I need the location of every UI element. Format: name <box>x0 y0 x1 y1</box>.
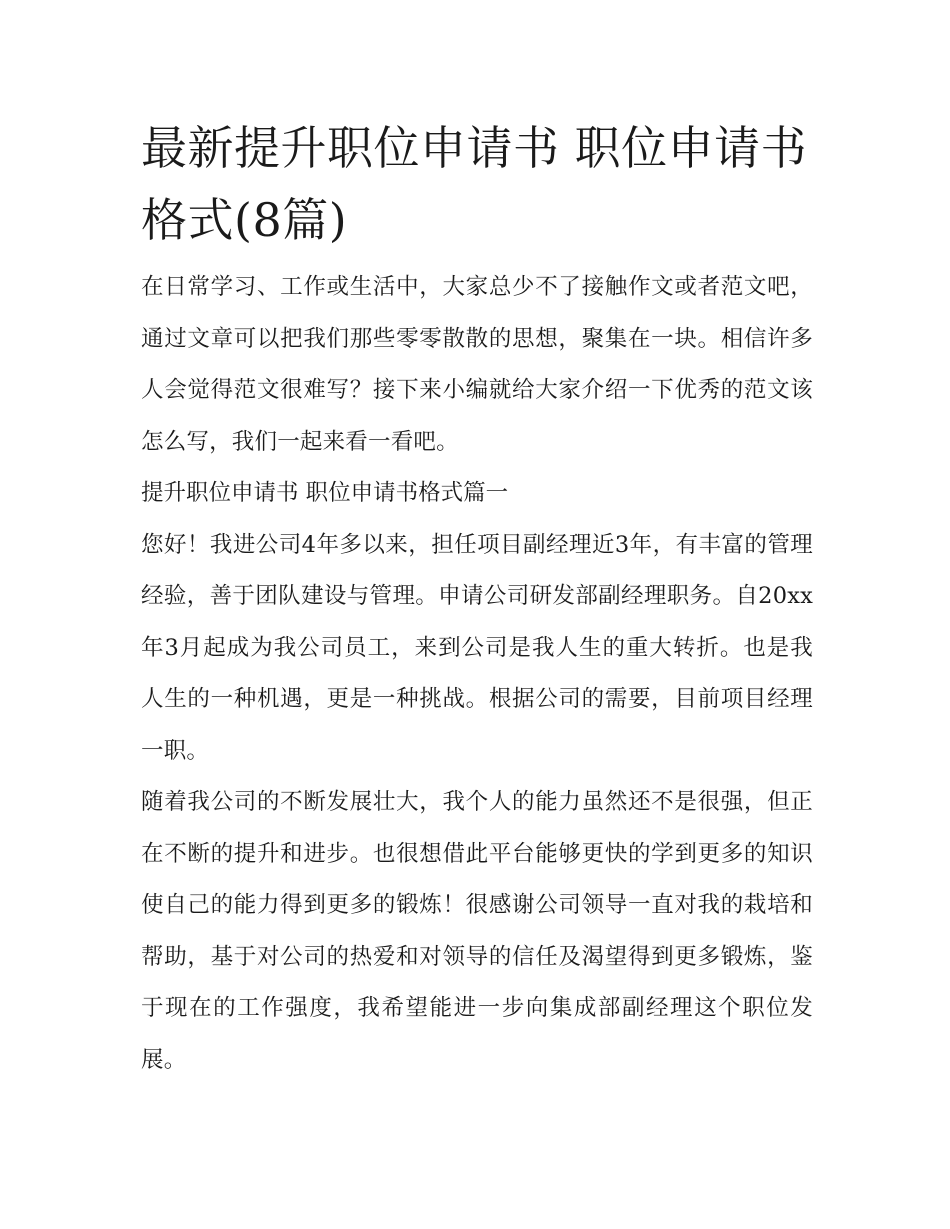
body-paragraph: 随着我公司的不断发展壮大，我个人的能力虽然还不是很强，但正在不断的提升和进步。也很想借此平台能够更快的学到更多的知识使自己的能力得到更多的锻炼！很感谢公司领导一直对我的栽培和帮助，基于对公司的热爱和对领导的信任及渴望得到更多锻炼，鉴于现在的工作强度，我希望能进一步向集成部副经理这个职位发展。 <box>141 789 813 1073</box>
document-page <box>141 112 813 1086</box>
body-paragraph: 您好！我进公司4年多以来，担任项目副经理近3年，有丰富的管理经验，善于团队建设与管理。申请公司研发部副经理职务。自20xx年3月起成为我公司员工，来到公司是我人生的重大转折。也是我人生的一种机遇，更是一种挑战。根据公司的需要，目前项目经理一职。 <box>141 531 813 764</box>
document-title: 最新提升职位申请书 职位申请书格式(8篇) <box>141 121 808 247</box>
section-heading: 提升职位申请书 职位申请书格式篇一 <box>141 480 509 506</box>
intro-paragraph: 在日常学习、工作或生活中，大家总少不了接触作文或者范文吧，通过文章可以把我们那些零零散散的思想，聚集在一块。相信许多人会觉得范文很难写？接下来小编就给大家介绍一下优秀的范文该怎么写，我们一起来看一看吧。 <box>141 274 813 455</box>
